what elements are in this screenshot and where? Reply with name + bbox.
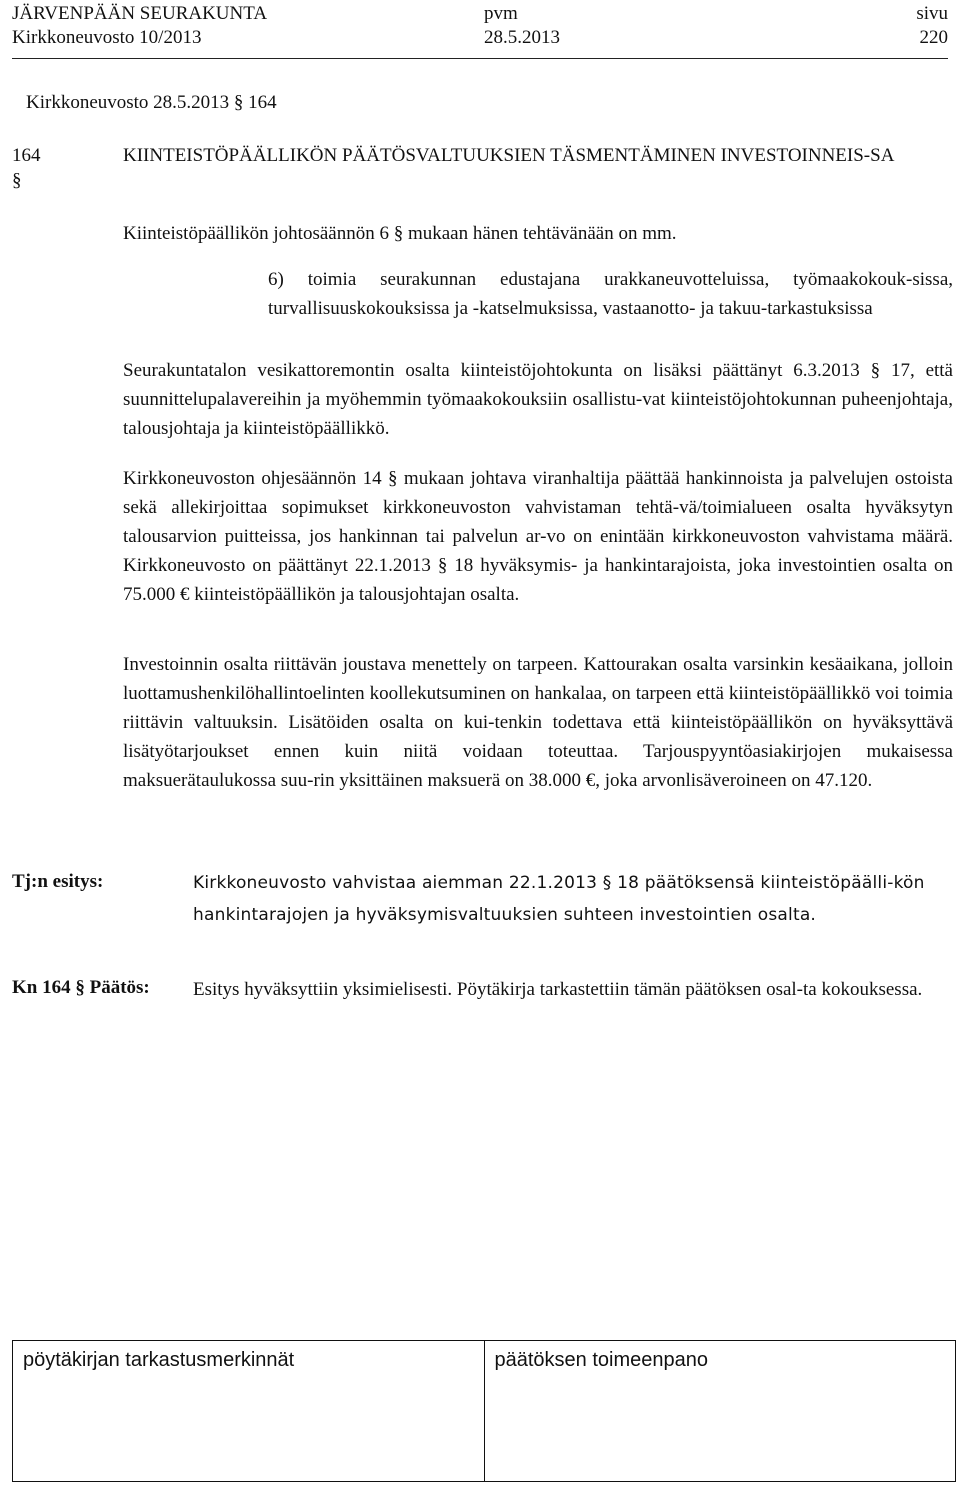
paragraph-2 xyxy=(123,356,953,443)
paragraph-1-text: Kiinteistöpäällikön johtosäännön 6 § mukaan hänen tehtävänään on mm. xyxy=(123,223,677,244)
proposal-label: Tj:n esitys: xyxy=(12,871,104,892)
paragraph-1-indented xyxy=(268,246,953,342)
page-header xyxy=(12,2,948,50)
meeting-id: Kirkkoneuvosto 10/2013 xyxy=(12,27,202,48)
item-title: KIINTEISTÖPÄÄLLIKÖN PÄÄTÖSVALTUUKSIEN TÄSMENTÄMINEN INVESTOINNEIS-SA xyxy=(123,145,895,166)
item-number: 164 § xyxy=(12,145,41,191)
paragraph-4-text: Investoinnin osalta riittävän joustava menettely on tarpeen. Kattourakan osalta varsinkin kesäaikana, jolloin luottamushenkilöhallintoelinten koollekutsuminen on hankalaa, on tarpeen että kiinteistöpäällikkö voi toimia riittävin valtuuksin. Lisätöiden osalta on kui-tenkin todettava että kiinteistöpäällikön on hyväksyttävä lisätyötarjoukset ennen kuin niitä voidaan toteuttaa. Tarjouspyyntöasiakirjojen mukaisessa maksuerätaulukossa suu-rin yksittäinen maksuerä on 38.000 €, joka arvonlisäveroineen on 47.120. xyxy=(123,654,953,791)
header-divider xyxy=(12,58,948,59)
proposal-text: Kirkkoneuvosto vahvistaa aiemman 22.1.2013 § 18 päätöksensä kiinteistöpäälli-kön hankintarajojen ja hyväksymisvaltuuksien suhteen investointien osalta. xyxy=(193,873,925,925)
enforcement-cell xyxy=(484,1341,956,1481)
paragraph-3-text: Kirkkoneuvoston ohjesäännön 14 § mukaan johtava viranhaltija päättää hankinnoista ja palvelujen ostoista sekä allekirjoittaa sopimukset kirkkoneuvoston vahvistaman tehtä-vä/toimialueen osalta hyväksytyn talousarvion puitteissa, jos hankinnan tai palvelun ar-vo on enintään kirkkoneuvoston vahvistama määrä. Kirkkoneuvosto on päättänyt 22.1.2013 § 18 hyväksymis- ja hankintarajoista, joka investointien osalta on 75.000 € kiinteistöpäällikön ja talousjohtajan osalta. xyxy=(123,468,953,605)
inspection-notes-label: pöytäkirjan tarkastusmerkinnät xyxy=(23,1349,295,1371)
organization-name: JÄRVENPÄÄN SEURAKUNTA xyxy=(12,3,268,24)
decision-text: Esitys hyväksyttiin yksimielisesti. Pöytäkirja tarkastettiin tämän päätöksen osal-ta kokouksessa. xyxy=(193,979,923,1000)
pvm-label: pvm xyxy=(484,3,518,24)
paragraph-3 xyxy=(123,464,953,609)
inspection-notes-cell xyxy=(13,1341,484,1481)
sivu-label: sivu xyxy=(916,3,948,24)
page-number: 220 xyxy=(919,27,948,48)
footer-box xyxy=(12,1340,956,1482)
paragraph-1-indented-text: 6) toimia seurakunnan edustajana urakkaneuvotteluissa, työmaakokouk-sissa, turvallisuuskokouksissa ja -katselmuksissa, vastaanotto- ja takuu-tarkastuksissa xyxy=(268,269,953,319)
enforcement-label: päätöksen toimeenpano xyxy=(494,1349,708,1371)
meeting-date: 28.5.2013 xyxy=(484,27,560,48)
paragraph-1 xyxy=(123,219,953,248)
section-title: Kirkkoneuvosto 28.5.2013 § 164 xyxy=(26,92,277,113)
paragraph-2-text: Seurakuntatalon vesikattoremontin osalta kiinteistöjohtokunta on lisäksi päättänyt 6.3.2013 § 17, että suunnittelupalavereihin ja myöhemmin työmaakokouksiin osallistu-vat kiinteistöjohtokunnan puheenjohtaja, talousjohtaja ja kiinteistöpäällikkö. xyxy=(123,360,953,439)
decision-label: Kn 164 § Päätös: xyxy=(12,977,150,998)
paragraph-4 xyxy=(123,650,953,795)
